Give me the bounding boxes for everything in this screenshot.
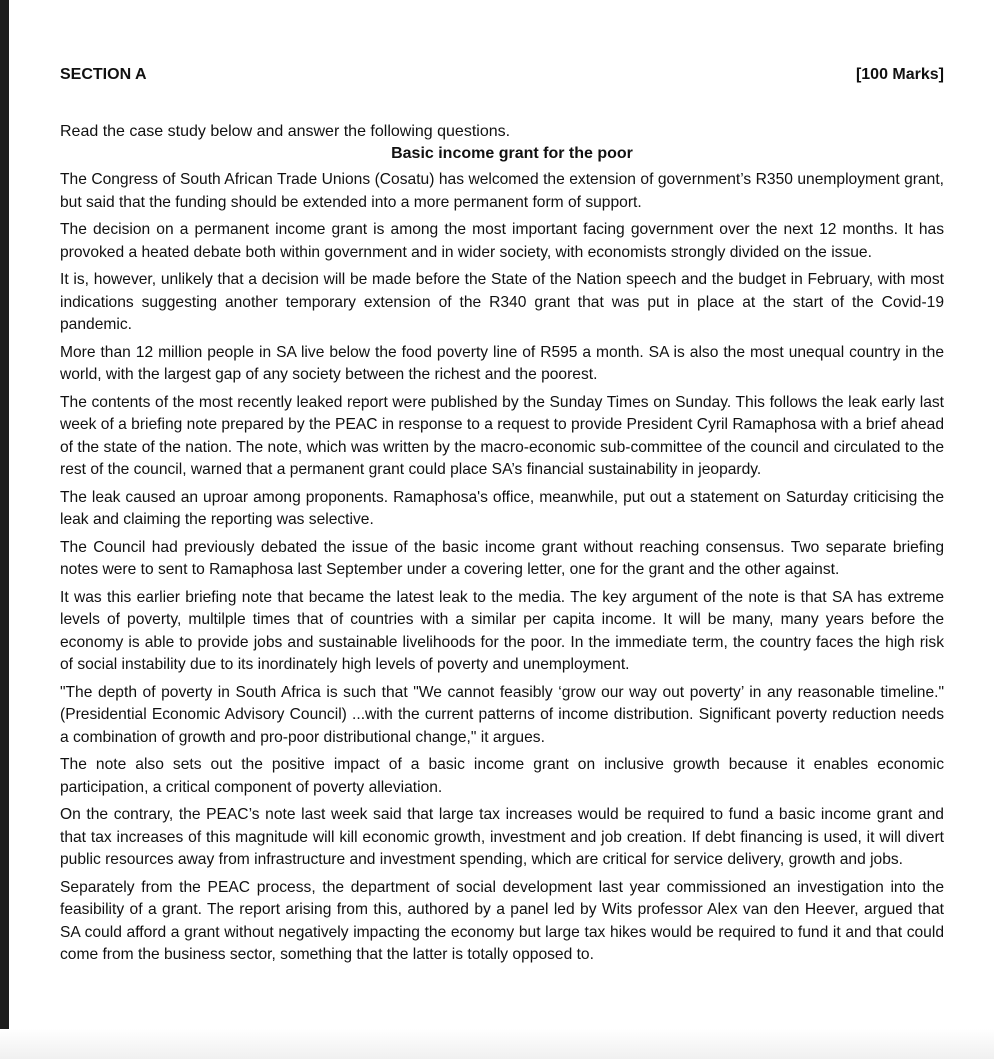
page-left-edge [0, 0, 9, 1059]
section-label: SECTION A [60, 66, 147, 83]
document-page [60, 64, 944, 967]
instruction-text: Read the case study below and answer the following questions. [60, 123, 511, 140]
paragraph: It is, however, unlikely that a decision will be made before the State of the Nation speech and the budget in February, with most indications suggesting another temporary extension of the R340 grant that was put in place at the start of the Covid-19 pandemic. [60, 271, 944, 333]
paragraph: The Congress of South African Trade Unions (Cosatu) has welcomed the extension of government’s R350 unemployment grant, but said that the funding should be extended into a more permanent form of support. [60, 171, 944, 211]
paragraph: Separately from the PEAC process, the department of social development last year commissioned an investigation into the feasibility of a grant. The report arising from this, authored by a panel led by Wits professor Alex van den Heever, argued that SA could afford a grant without negatively impacting the economy but large tax hikes would be required to fund it and that could come from the business sector, something that the latter is totally opposed to. [60, 878, 944, 963]
section-header [60, 64, 944, 86]
marks-label: [100 Marks] [855, 66, 944, 83]
page-bottom-shade [0, 1029, 994, 1059]
paragraph: The Council had previously debated the issue of the basic income grant without reaching consensus. Two separate briefing notes were to sent to Ramaphosa last September under a covering letter, one for the grant and the other against. [60, 538, 944, 578]
paragraph: More than 12 million people in SA live below the food poverty line of R595 a month. SA is also the most unequal country in the world, with the largest gap of any society between the richest and the poorest. [60, 343, 944, 383]
case-study-body [60, 169, 944, 967]
paragraph: "The depth of poverty in South Africa is such that "We cannot feasibly ‘grow our way out poverty’ in any reasonable timeline." (Presidential Economic Advisory Council) ...with the current patterns of income distribution. Significant poverty reduction needs a combination of growth and pro-poor distributional change," it argues. [60, 683, 944, 746]
paragraph: The leak caused an uproar among proponents. Ramaphosa's office, meanwhile, put out a statement on Saturday criticising the leak and claiming the reporting was selective. [60, 488, 944, 528]
paragraph: It was this earlier briefing note that became the latest leak to the media. The key argument of the note is that SA has extreme levels of poverty, multilple times that of countries with a similar per capita income. It will be many, many years before the economy is able to provide jobs and sustainable livelihoods for the poor. In the immediate term, the country faces the high risk of social instability due to its inordinately high levels of poverty and unemployment. [60, 588, 944, 673]
case-study-title: Basic income grant for the poor [391, 145, 633, 162]
paragraph: The contents of the most recently leaked report were published by the Sunday Times on Sunday. This follows the leak early last week of a briefing note prepared by the PEAC in response to a request to provide President Cyril Ramaphosa with a brief ahead of the state of the nation. The note, which was written by the macro-economic sub-committee of the council and circulated to the rest of the council, warned that a permanent grant could place SA’s financial sustainability in jeopardy. [60, 393, 944, 478]
paragraph: On the contrary, the PEAC’s note last week said that large tax increases would be required to fund a basic income grant and that tax increases of this magnitude will kill economic growth, investment and job creation. If debt financing is used, it will divert public resources away from infrastructure and investment spending, which are critical for service delivery, growth and jobs. [60, 806, 944, 868]
paragraph: The decision on a permanent income grant is among the most important facing government over the next 12 months. It has provoked a heated debate both within government and in wider society, with economists strongly divided on the issue. [60, 221, 944, 261]
paragraph: The note also sets out the positive impact of a basic income grant on inclusive growth because it enables economic participation, a critical component of poverty alleviation. [60, 756, 944, 796]
